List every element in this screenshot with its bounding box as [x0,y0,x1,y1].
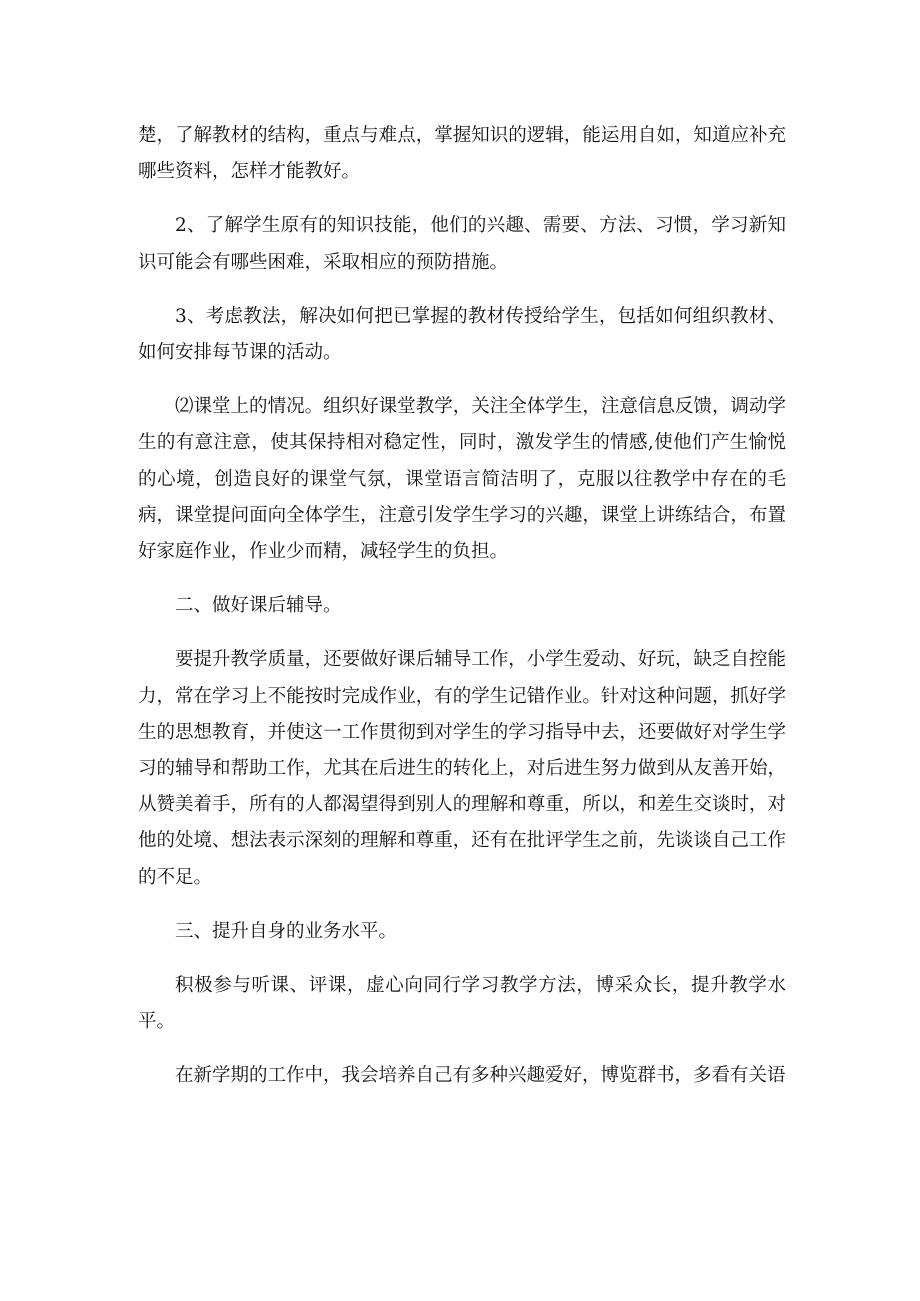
section-heading-tutoring: 二、做好课后辅导。 [175,595,342,617]
document-body [138,118,786,1113]
section-heading-professional: 三、提升自身的业务水平。 [175,920,398,942]
paragraph-point-2: 2、了解学生原有的知识技能，他们的兴趣、需要、方法、习惯，学习新知识可能会有哪些困难，采取相应的预防措施。 [138,215,786,273]
paragraph-classroom: ⑵课堂上的情况。组织好课堂教学，关注全体学生，注意信息反馈，调动学生的有意注意，使其保持相对稳定性，同时，激发学生的情感,使他们产生愉悦的心境，创造良好的课堂气氛，课堂语言简洁明了，克服以往教学中存在的毛病，课堂提问面向全体学生，注意引发学生学习的兴趣，课堂上讲练结合，布置好家庭作业，作业少而精，减轻学生的负担。 [138,396,786,563]
paragraph-new-term: 在新学期的工作中，我会培养自己有多种兴趣爱好，博览群书，多看有关语 [175,1065,786,1087]
paragraph-observation: 积极参与听课、评课，虚心向同行学习教学方法，博采众长，提升教学水平。 [138,975,786,1033]
paragraph-lesson-prep-continued: 楚，了解教材的结构，重点与难点，掌握知识的逻辑，能运用自如，知道应补充哪些资料，怎样才能教好。 [138,125,786,183]
paragraph-tutoring: 要提升教学质量，还要做好课后辅导工作，小学生爱动、好玩，缺乏自控能力，常在学习上不能按时完成作业，有的学生记错作业。针对这种问题，抓好学生的思想教育，并使这一工作贯彻到对学生的学习指导中去，还要做好对学生学习的辅导和帮助工作，尤其在后进生的转化上，对后进生努力做到从友善开始，从赞美着手，所有的人都渴望得到别人的理解和尊重，所以，和差生交谈时，对他的处境、想法表示深刻的理解和尊重，还有在批评学生之前，先谈谈自己工作的不足。 [138,649,786,888]
paragraph-point-3: 3、考虑教法，解决如何把已掌握的教材传授给学生，包括如何组织教材、如何安排每节课的活动。 [138,305,786,364]
